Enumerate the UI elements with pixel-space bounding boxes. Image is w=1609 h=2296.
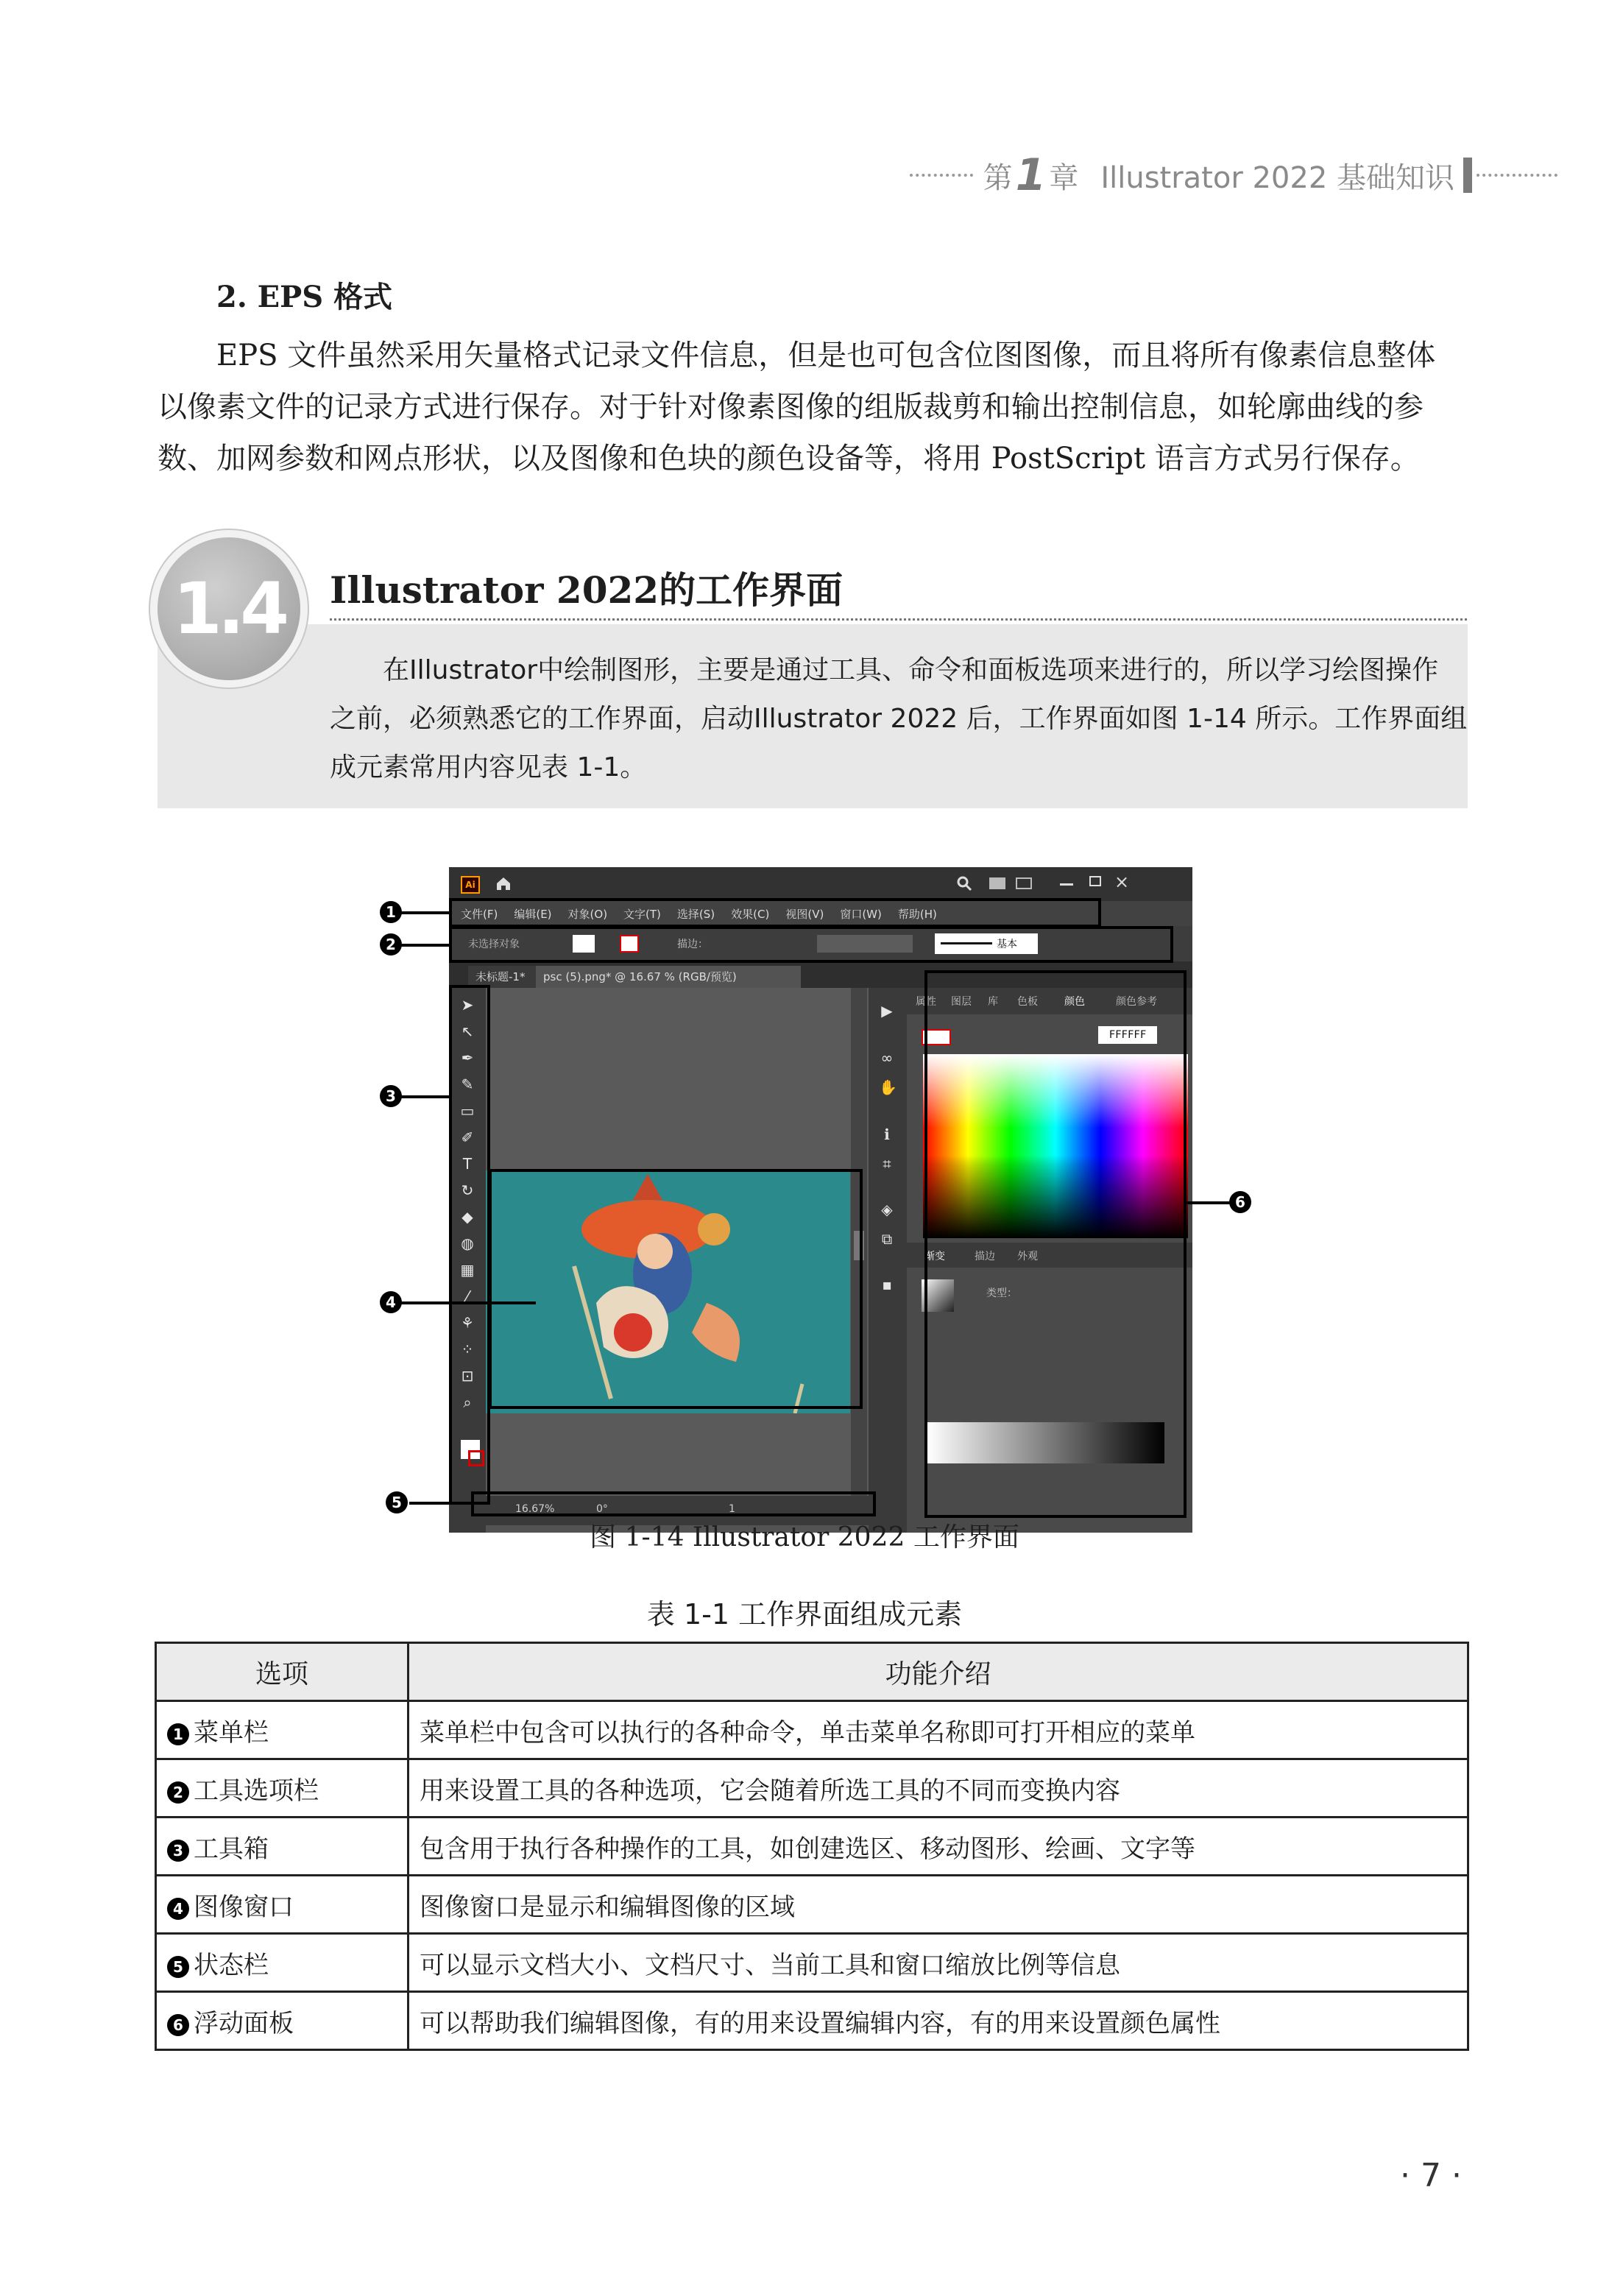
table-header-row — [156, 1643, 1468, 1701]
row-description: 可以帮助我们编辑图像，有的用来设置编辑内容，有的用来设置颜色属性 — [409, 1992, 1468, 2050]
curvature-tool-icon[interactable]: ✎ — [461, 1075, 474, 1093]
header-description: 功能介绍 — [409, 1643, 1468, 1701]
table-caption: 表 1-1 工作界面组成元素 — [646, 1598, 963, 1631]
callout-number-4: 4 — [380, 1291, 402, 1313]
pen-tool-icon[interactable]: ✒ — [461, 1049, 474, 1067]
type-tool-icon[interactable]: T — [462, 1155, 473, 1173]
stroke-label: 描边： — [677, 939, 708, 950]
panel-icon-strip — [869, 988, 907, 1533]
rectangle-tool-icon[interactable]: ▭ — [460, 1102, 475, 1120]
links-icon[interactable]: ∞ — [880, 1049, 894, 1067]
tab-color[interactable]: 颜色 — [1064, 996, 1085, 1008]
gradient-type-label: 类型： — [986, 1287, 1017, 1299]
table-row — [156, 1701, 1468, 1759]
header-bar — [1463, 158, 1472, 193]
row-number-badge: 1 — [167, 1723, 189, 1745]
transform-icon[interactable]: ⌗ — [883, 1155, 891, 1173]
row-number-badge: 4 — [167, 1898, 189, 1920]
callout-line-3 — [400, 1095, 449, 1098]
symbol-sprayer-tool-icon[interactable]: ⁘ — [461, 1340, 474, 1358]
brush-tool-icon[interactable]: ✐ — [461, 1128, 474, 1146]
callout-line-6 — [1187, 1201, 1232, 1204]
menu-effect[interactable]: 效果(C) — [731, 908, 770, 921]
row-description: 可以显示文档大小、文档尺寸、当前工具和窗口缩放比例等信息 — [409, 1934, 1468, 1992]
callout-number-5: 5 — [386, 1491, 408, 1513]
home-icon[interactable] — [495, 875, 512, 892]
tab-psc5[interactable]: psc (5).png* @ 16.67 % (RGB/预览) — [536, 966, 801, 988]
eps-line-1: EPS 文件虽然采用矢量格式记录文件信息，但是也可包含位图图像，而且将所有像素信息整体 — [216, 339, 1436, 372]
rotate-tool-icon[interactable]: ↻ — [461, 1181, 474, 1199]
header-suffix: 章 — [1049, 160, 1079, 195]
tab-libraries[interactable]: 库 — [988, 996, 998, 1008]
row-option — [156, 1759, 409, 1818]
direct-selection-tool-icon[interactable]: ↖ — [461, 1022, 474, 1040]
intro-line-1: 在Illustrator中绘制图形，主要是通过工具、命令和面板选项来进行的，所以学习绘图操作 — [383, 655, 1439, 685]
section-title: Illustrator 2022的工作界面 — [330, 568, 844, 612]
blend-tool-icon[interactable]: ⚘ — [461, 1314, 474, 1332]
row-description: 图像窗口是显示和编辑图像的区域 — [409, 1876, 1468, 1934]
option-label: 工具选项栏 — [194, 1776, 319, 1806]
puppet-icon[interactable]: ✋ — [879, 1078, 897, 1096]
comments-icon[interactable]: ▪ — [882, 1276, 892, 1293]
option-label: 状态栏 — [194, 1950, 269, 1980]
tab-gradient[interactable]: 渐变 — [924, 1251, 945, 1262]
menu-help[interactable]: 帮助(H) — [897, 908, 937, 921]
tab-swatches[interactable]: 色板 — [1017, 996, 1038, 1008]
row-number-badge: 6 — [167, 2014, 189, 2036]
figure-caption: 图 1-14 Illustrator 2022 工作界面 — [590, 1522, 1019, 1553]
header-dots-right — [1477, 174, 1557, 177]
gradient-tool-icon[interactable]: ▦ — [460, 1261, 475, 1279]
tab-layers[interactable]: 图层 — [951, 996, 972, 1008]
header-title: Illustrator 2022 基础知识 — [1100, 160, 1454, 195]
callout-status-bar — [471, 1491, 876, 1516]
maximize-icon[interactable] — [1089, 876, 1101, 886]
row-number-badge: 5 — [167, 1956, 189, 1978]
tab-stroke[interactable]: 描边 — [975, 1251, 995, 1262]
header-chapter-number: 1 — [1015, 149, 1047, 201]
section-number-badge — [158, 537, 300, 680]
running-header — [910, 149, 1557, 201]
header-option: 选项 — [156, 1643, 409, 1701]
callout-number-6: 6 — [1229, 1191, 1251, 1213]
artboard-tool-icon[interactable]: ⊡ — [461, 1367, 474, 1385]
rotation-angle[interactable]: 0° — [596, 1503, 608, 1515]
callout-control-bar — [449, 926, 1173, 963]
tab-properties[interactable]: 属性 — [916, 996, 936, 1008]
callout-line-2 — [400, 944, 449, 947]
eps-heading: 2. EPS 格式 — [216, 280, 393, 314]
no-selection-label: 未选择对象 — [468, 939, 520, 950]
artboards-icon[interactable]: ⧉ — [881, 1230, 893, 1248]
layers-icon[interactable]: ◈ — [881, 1201, 893, 1218]
section-underline — [330, 618, 1467, 621]
callout-line-5 — [409, 1502, 471, 1505]
artboard-number[interactable]: 1 — [729, 1503, 735, 1515]
header-prefix: 第 — [983, 160, 1013, 195]
play-icon[interactable]: ▶ — [881, 1002, 893, 1020]
elements-table — [155, 1642, 1469, 2051]
menu-type[interactable]: 文字(T) — [623, 908, 661, 921]
table-row — [156, 1876, 1468, 1934]
callout-toolbar — [449, 985, 490, 1505]
workspace-icon[interactable] — [1016, 877, 1032, 889]
callout-floating-panels — [924, 970, 1187, 1518]
table-row — [156, 1934, 1468, 1992]
row-option — [156, 1876, 409, 1934]
section-intro — [330, 646, 1468, 792]
tab-appearance[interactable]: 外观 — [1017, 1251, 1038, 1262]
option-label: 工具箱 — [194, 1834, 269, 1864]
menu-window[interactable]: 窗口(W) — [840, 908, 882, 921]
menu-view[interactable]: 视图(V) — [785, 908, 824, 921]
intro-line-2: 之前，必须熟悉它的工作界面，启动Illustrator 2022 后，工作界面如图 1-14 所示。工作界面组 — [330, 704, 1468, 734]
zoom-tool-icon[interactable]: ⌕ — [463, 1394, 472, 1411]
header-dots — [910, 174, 973, 177]
option-label: 图像窗口 — [194, 1892, 294, 1922]
ai-logo-icon: Ai — [461, 876, 480, 894]
page-number: · 7 · — [1400, 2157, 1462, 2194]
table-row — [156, 1759, 1468, 1818]
shape-builder-tool-icon[interactable]: ◍ — [461, 1234, 474, 1252]
row-number-badge: 2 — [167, 1781, 189, 1804]
callout-image-window — [489, 1169, 863, 1409]
menu-file[interactable]: 文件(F) — [461, 908, 498, 921]
row-option — [156, 1934, 409, 1992]
menu-select[interactable]: 选择(S) — [676, 908, 715, 921]
close-icon[interactable]: × — [1114, 872, 1130, 892]
option-label: 菜单栏 — [194, 1717, 269, 1748]
eraser-tool-icon[interactable]: ◆ — [462, 1208, 473, 1226]
eyedropper-tool-icon[interactable]: ⁄ — [466, 1287, 469, 1305]
hex-field[interactable]: FFFFFF — [1098, 1026, 1157, 1044]
menu-edit[interactable]: 编辑(E) — [514, 908, 552, 921]
tab-color-guide[interactable]: 颜色参考 — [1116, 996, 1157, 1008]
menu-object[interactable]: 对象(O) — [567, 908, 608, 921]
intro-line-3: 成元素常用内容见表 1-1。 — [330, 752, 647, 783]
callout-line-4 — [400, 1301, 536, 1304]
info-icon[interactable]: ℹ — [884, 1126, 890, 1143]
row-description: 包含用于执行各种操作的工具，如创建选区、移动图形、绘画、文字等 — [409, 1818, 1468, 1876]
eps-paragraph — [158, 330, 1468, 484]
callout-number-3: 3 — [380, 1085, 402, 1107]
row-description: 用来设置工具的各种选项，它会随着所选工具的不同而变换内容 — [409, 1759, 1468, 1818]
section-number: 1.4 — [172, 568, 286, 650]
table-row — [156, 1992, 1468, 2050]
callout-number-1: 1 — [380, 901, 402, 923]
row-option — [156, 1992, 409, 2050]
search-icon[interactable] — [955, 875, 973, 892]
eps-line-2: 以像素文件的记录方式进行保存。对于针对像素图像的组版裁剪和输出控制信息，如轮廓曲线的参 — [158, 390, 1424, 424]
row-option — [156, 1818, 409, 1876]
tab-untitled[interactable]: 未标题-1* — [468, 966, 539, 988]
app-titlebar — [449, 867, 1192, 901]
option-label: 浮动面板 — [194, 2008, 294, 2038]
selection-tool-icon[interactable]: ➤ — [461, 996, 474, 1014]
row-number-badge: 3 — [167, 1840, 189, 1862]
callout-number-2: 2 — [380, 933, 402, 956]
callout-line-1 — [400, 911, 449, 914]
zoom-level[interactable]: 16.67% — [515, 1503, 555, 1515]
table-row — [156, 1818, 1468, 1876]
arrange-documents-icon[interactable] — [989, 877, 1005, 889]
row-description: 菜单栏中包含可以执行的各种命令，单击菜单名称即可打开相应的菜单 — [409, 1701, 1468, 1759]
basic-label: 基本 — [997, 939, 1017, 950]
callout-menu-bar — [449, 898, 1101, 928]
row-option — [156, 1701, 409, 1759]
eps-line-3: 数、加网参数和网点形状，以及图像和色块的颜色设备等，将用 PostScript 语言方式另行保存。 — [158, 442, 1420, 476]
minimize-icon[interactable] — [1060, 883, 1073, 886]
